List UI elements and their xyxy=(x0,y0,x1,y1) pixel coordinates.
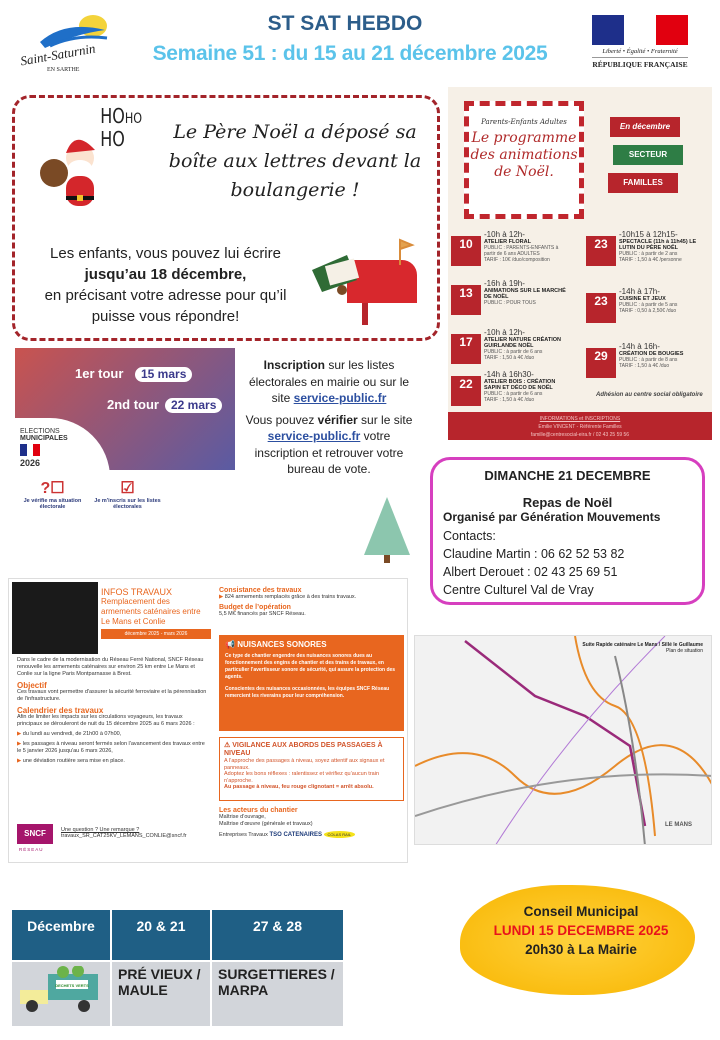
saint-saturnin-logo: Saint-Saturnin EN SARTHE xyxy=(15,12,130,77)
megaphone-icon: 📢 xyxy=(225,640,235,649)
check-electoral-status-link[interactable]: ?☐ Je vérifie ma situation électorale xyxy=(15,478,90,510)
event-item: 23 -10h15 à 12h15- SPECTACLE (11h à 11h45) LE LUTIN DU PÈRE NOËL PUBLIC : à partir de 2 ans TARIF : 1,50 à 4€ /personne xyxy=(586,230,701,263)
event-item: 13 -16h à 19h- ANIMATIONS SUR LE MARCHÉ DE NOËL PUBLIC : POUR TOUS xyxy=(451,279,566,306)
works-email-link[interactable]: travaux_SR_CAT25KV_LEMANS_CONLIE@sncf.fr xyxy=(61,833,187,839)
week-subtitle: Semaine 51 : du 15 au 21 décembre 2025 xyxy=(152,42,548,65)
elections-banner: 1er tour 15 mars 2nd tour 22 mars ELECTIONS MUNICIPALES 2026 xyxy=(15,348,235,470)
green-waste-truck-icon xyxy=(18,966,102,1014)
registration-info: Inscription sur les listes électorales en mairie ou sur le site service-public.fr Vous pouvez vérifier sur le site service-public.fr votre inscription et retrouver votre bureau de vote. xyxy=(245,358,413,476)
christmas-programme-flyer: Parents-Enfants Adultes Le programme des animations de Noël. En décembre SECTEUR FAMILLES 10 -10h à 12h- ATELIER FLORAL PUBLIC : PARENTS-ENFANTS à partir de 6 ans ADULTES TARIF : 10€ /duo/composition 13 -16h à 19h- ANIMATIONS SUR LE MARCHÉ DE NOËL PUBLIC : POUR TOUS 17 -10h à 12h- ATELIER NATURE CRÉATION GUIRLANDE NOËL PUBLIC : à partir de 6 ans TARIF : 1,50 à 4€ /duo 22 -14h à 16h30- ATELIER BOIS : CRÉATION SAPIN ET DÉCO DE NOËL PUBLIC : à partir de 6 ans TARIF : 1,50 à 4€ /duo 23 -10h15 à 12h15- SPECTACLE (11h à 11h45) LE LUTIN DU PÈRE NOËL PUBLIC : à partir de 2 ans TARIF : 1,50 à 4€ /personne 23 -14h à 17h- CUISINE ET JEUX PUBLIC : à partir de 5 ans TARIF : 0,50 à 2,50€ /duo 29 -14h à 16h- CRÉATION DE BOUGIES PUBLIC : à partir de 8 ans TARIF : 1,50 à 4€ /duo Adhésion au centre social obligatoire INFORMATIONS et INSCRIPTIONS Emilie VINCENT - Référente Familles famille@centresocial-eira.fr / 02 43 25 59 56 xyxy=(448,87,712,440)
sncf-logo: SNCF xyxy=(17,824,53,844)
register-electoral-list-link[interactable]: ☑ Je m'inscris sur les listes électorales xyxy=(90,478,165,510)
service-public-link[interactable]: service-public.fr xyxy=(267,429,361,443)
ballot-question-icon: ?☐ xyxy=(40,480,65,497)
works-location-map: Suite Rapide caténaire Le Mans / Sillé le Guillaume Plan de situation LE MANS xyxy=(414,635,712,845)
ho-ho-ho-text: HOHO HO xyxy=(100,104,143,151)
sncf-works-notice: INFOS TRAVAUX Remplacement des armements caténaires entre Le Mans et Conlie décembre 2025 - mars 2026 Dans le cadre de la modernisation du Réseau Ferré National, SNCF Réseau renouvelle les armements caténaires sur environ 25 km entre Le Mans et Conlie sur la ligne Paris Montparnasse à Brest. Objectif Ces travaux vont permettre d'assurer la sécurité ferroviaire et la pérennisation de l'infrastructure. Calendrier des travaux Afin de limiter les impacts sur les circulations voyageurs, les travaux principaux se dérouleront de nuit du 15 décembre 2025 au 6 mars 2026 : ▶ du lundi au vendredi, de 21h00 à 07h00, ▶ les passages à niveau seront fermés selon l'avancement des travaux entre le 5 janvier 2026 jusqu'au 6 mars 2026, ▶ une déviation routière sera mise en place. SNCF RÉSEAU Une question ? Une remarque ? travaux_SR_CAT25KV_LEMANS_CONLIE@sncf.fr Consistance des travaux ▶ 824 armements remplacés grâce à des trains travaux. Budget de l’opération 5,5 M€ financés par SNCF Réseau. 📢 NUISANCES SONORES Ce type de chantier engendre des nuisances sonores dues au fonctionnement des engins de chantier et des trains de travaux, en particulier l’avertisseur sonore de sécurité, qui assure la protection des agents. Conscientes des nuisances occasionnées, les équipes SNCF Réseau remercient les riverains pour leur compréhension. ⚠ VIGILANCE AUX ABORDS DES PASSAGES À NIVEAU A l’approche des passages à niveau, soyez attentif aux signaux et panneaux. Adoptez les bons réflexes : ralentissez et vérifiez qu’aucun train n’approche. Au passage à niveau, feu rouge clignotant = arrêt absolu. Les acteurs du chantier Maîtrise d’ouvrage, Maîtrise d’œuvre (générale et travaux) Entreprises Travaux TSO CATENAIRES COLAS RAIL xyxy=(8,578,408,863)
christmas-tree-icon xyxy=(358,495,416,565)
republique-francaise-logo: Liberté • Égalité • Fraternité RÉPUBLIQUE FRANÇAISE xyxy=(592,15,688,73)
event-item: 29 -14h à 16h- CRÉATION DE BOUGIES PUBLIC : à partir de 8 ans TARIF : 1,50 à 4€ /duo xyxy=(586,342,701,369)
santa-headline: Le Père Noël a déposé sa boîte aux lettres devant la boulangerie ! xyxy=(168,121,422,201)
event-item: 22 -14h à 16h30- ATELIER BOIS : CRÉATION SAPIN ET DÉCO DE NOËL PUBLIC : à partir de 6 ans TARIF : 1,50 à 4€ /duo xyxy=(451,370,566,403)
level-crossing-warning: ⚠ VIGILANCE AUX ABORDS DES PASSAGES À NIVEAU A l’approche des passages à niveau, soyez attentif aux signaux et panneaux. Adoptez les bons réflexes : ralentissez et vérifiez qu’aucun train n’approche. Au passage à niveau, feu rouge clignotant = arrêt absolu. xyxy=(219,737,404,801)
christmas-meal-box: DIMANCHE 21 DECEMBRE Repas de Noël Organisé par Génération Mouvements Contacts: Claudine Martin : 06 62 52 53 82 Albert Derouet : 02 43 25 69 51 Centre Culturel Val de Vray xyxy=(430,457,705,605)
municipal-council-notice: Conseil Municipal LUNDI 15 DECEMBRE 2025 20h30 à La Mairie xyxy=(450,880,712,1000)
svg-text:DECHETS VERTS: DECHETS VERTS xyxy=(55,983,89,988)
service-public-link[interactable]: service-public.fr xyxy=(293,391,387,405)
catenary-works-photo xyxy=(12,582,98,654)
noise-nuisance-box: 📢 NUISANCES SONORES Ce type de chantier engendre des nuisances sonores dues au fonctionnement des engins de chantier et des trains de travaux, en particulier l’avertisseur sonore de sécurité, qui assure la protection des agents. Conscientes des nuisances occasionnées, les équipes SNCF Réseau remercient les riverains pour leur compréhension. xyxy=(219,635,404,731)
page-title: ST SAT HEBDO xyxy=(267,12,423,35)
mailbox-illustration xyxy=(307,230,427,325)
warning-icon: ⚠ xyxy=(224,742,231,749)
event-item: 17 -10h à 12h- ATELIER NATURE CRÉATION GUIRLANDE NOËL PUBLIC : à partir de 6 ans TARIF : 1,50 à 4€ /duo xyxy=(451,328,566,361)
event-item: 10 -10h à 12h- ATELIER FLORAL PUBLIC : PARENTS-ENFANTS à partir de 6 ans ADULTES TARIF : 10€ /duo/composition xyxy=(451,230,566,263)
event-item: 23 -14h à 17h- CUISINE ET JEUX PUBLIC : à partir de 5 ans TARIF : 0,50 à 2,50€ /duo xyxy=(586,287,701,314)
santa-illustration xyxy=(40,128,110,223)
santa-mailbox-notice xyxy=(12,95,440,341)
santa-message: Les enfants, vous pouvez lui écrire jusqu’au 18 décembre, en précisant votre adresse pour qu’il puisse vous répondre! xyxy=(44,245,287,325)
green-waste-collection-table: Décembre 20 & 21 27 & 28 DECHETS VERTS PRÉ VIEUX / MAULE SURGETTIERES / MARPA xyxy=(10,908,345,1028)
checklist-icon: ☑ xyxy=(120,480,135,497)
